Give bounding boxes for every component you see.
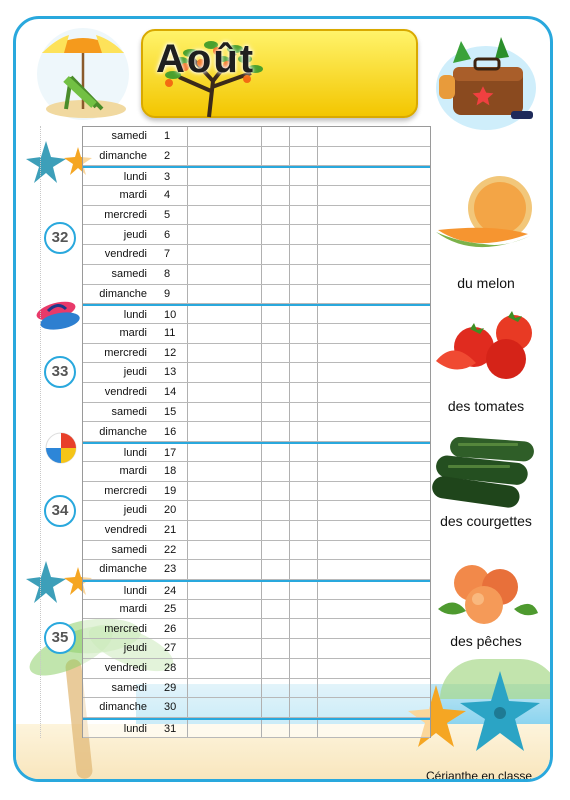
day-number: 21 (164, 524, 177, 536)
week-badge: 32 (44, 222, 76, 254)
beach-umbrella-icon (36, 27, 131, 122)
day-row (83, 166, 430, 186)
day-name: samedi (111, 543, 147, 556)
day-number: 17 (164, 447, 177, 460)
day-name: dimanche (99, 701, 147, 714)
day-name: vendredi (104, 386, 147, 399)
fruit-label-melon: du melon (457, 275, 515, 291)
suitcase-icon (431, 33, 541, 133)
day-number: 15 (164, 405, 177, 418)
day-number: 4 (164, 189, 171, 202)
day-name: vendredi (104, 661, 147, 674)
fruit-label-tomatoes: des tomates (447, 398, 525, 414)
day-name: lundi (123, 585, 147, 598)
day-name: mardi (119, 189, 147, 202)
day-number: 28 (164, 661, 177, 674)
day-number: 31 (164, 723, 177, 735)
day-row (83, 482, 430, 502)
day-number: 19 (164, 484, 177, 497)
day-row (83, 147, 430, 167)
day-name: jeudi (123, 642, 147, 655)
day-number: 5 (164, 208, 171, 221)
day-row (83, 462, 430, 482)
day-row (83, 344, 430, 364)
day-name: lundi (123, 309, 147, 322)
day-name: vendredi (104, 248, 147, 261)
day-name: samedi (111, 405, 147, 418)
day-name: jeudi (123, 504, 147, 517)
day-row (83, 501, 430, 521)
day-row (83, 186, 430, 206)
credit-text: Cérianthe en classe (426, 769, 533, 782)
day-row (83, 206, 430, 226)
day-number: 11 (164, 327, 176, 339)
day-row (83, 363, 430, 383)
day-row (83, 127, 430, 147)
week-badge: 34 (44, 495, 76, 527)
day-name: dimanche (99, 425, 147, 438)
week-badge: 35 (44, 622, 76, 654)
day-name: lundi (123, 723, 147, 735)
fruit-label-peaches: des pêches (450, 633, 522, 649)
day-row (83, 324, 430, 344)
day-row (83, 383, 430, 403)
day-number: 8 (164, 267, 171, 280)
month-title: Août (156, 37, 256, 81)
week-badge: 33 (44, 356, 76, 388)
day-row (83, 620, 430, 640)
calendar-grid (82, 126, 431, 738)
day-number: 25 (164, 602, 177, 615)
day-number: 29 (164, 681, 177, 694)
day-row (83, 265, 430, 285)
day-name: jeudi (123, 366, 147, 379)
day-number: 2 (164, 149, 171, 162)
day-number: 27 (164, 642, 177, 655)
zucchini-icon (430, 437, 542, 511)
day-number: 9 (164, 287, 171, 300)
fruit-label-zucchini: des courgettes (440, 513, 532, 529)
day-row (83, 560, 430, 580)
day-name: dimanche (99, 287, 147, 300)
day-name: samedi (111, 681, 147, 694)
day-name: lundi (123, 171, 147, 184)
day-name: mardi (119, 464, 147, 477)
day-number: 3 (164, 171, 171, 184)
day-row (83, 226, 430, 246)
day-row (83, 304, 430, 324)
day-number: 30 (164, 701, 177, 714)
day-row (83, 698, 430, 718)
day-name: mercredi (104, 346, 147, 359)
day-number: 24 (164, 585, 177, 598)
day-number: 22 (164, 543, 177, 556)
day-row (83, 600, 430, 620)
day-row (83, 423, 430, 443)
day-number: 16 (164, 425, 177, 438)
day-number: 6 (164, 228, 171, 241)
day-row (83, 718, 430, 738)
day-number: 26 (164, 622, 177, 635)
day-name: samedi (111, 267, 147, 280)
day-row (83, 245, 430, 265)
day-row (83, 541, 430, 561)
day-name: jeudi (123, 228, 147, 241)
day-number: 13 (164, 366, 177, 379)
day-row (83, 679, 430, 699)
day-name: dimanche (99, 149, 147, 162)
day-name: vendredi (104, 524, 147, 536)
melon-icon (434, 174, 538, 266)
day-row (83, 639, 430, 659)
day-number: 12 (164, 346, 177, 359)
day-name: mercredi (104, 622, 147, 635)
day-row (83, 659, 430, 679)
day-number: 14 (164, 386, 177, 399)
day-number: 7 (164, 248, 171, 261)
peaches-icon (436, 559, 540, 629)
day-name: samedi (111, 130, 147, 142)
calendar-page (13, 16, 553, 782)
day-row (83, 521, 430, 541)
day-row (83, 442, 430, 462)
day-row (83, 580, 430, 600)
day-name: mardi (119, 602, 147, 615)
day-name: dimanche (99, 563, 147, 576)
tomatoes-icon (434, 311, 540, 383)
day-number: 10 (164, 309, 177, 322)
day-number: 18 (164, 464, 177, 477)
day-row (83, 403, 430, 423)
day-name: lundi (123, 447, 147, 460)
day-number: 20 (164, 504, 177, 517)
day-number: 23 (164, 563, 177, 576)
day-name: mercredi (104, 484, 147, 497)
day-name: mardi (119, 327, 147, 339)
day-name: mercredi (104, 208, 147, 221)
day-number: 1 (164, 130, 171, 142)
day-row (83, 285, 430, 305)
